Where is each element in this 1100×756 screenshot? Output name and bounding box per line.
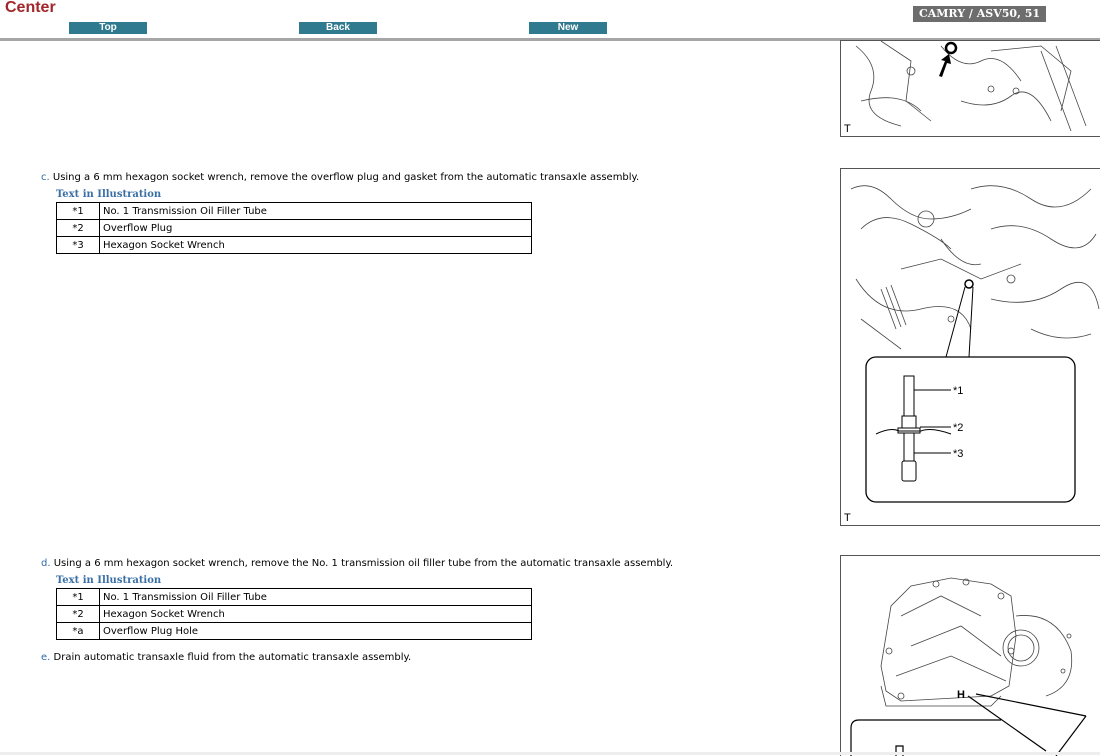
table-row <box>57 589 532 606</box>
figure-top <box>840 40 1100 137</box>
step-letter: e. <box>41 652 51 663</box>
figure-mark: T <box>844 123 851 135</box>
legend-value: No. 1 Transmission Oil Filler Tube <box>100 203 532 220</box>
arrow-icon <box>939 54 951 77</box>
callout-2: *2 <box>953 422 964 434</box>
legend-key: *2 <box>57 606 100 623</box>
overflow-plug-marker <box>946 43 956 53</box>
legend-key: *1 <box>57 589 100 606</box>
step-d <box>41 558 673 569</box>
top-button[interactable]: Top <box>69 22 147 34</box>
legend-key: *1 <box>57 203 100 220</box>
legend-key: *2 <box>57 220 100 237</box>
text-in-illustration-heading: Text in Illustration <box>56 189 162 200</box>
new-button[interactable]: New <box>529 22 607 34</box>
step-e <box>41 652 411 663</box>
figure-mark: T <box>844 512 851 524</box>
step-text: Using a 6 mm hexagon socket wrench, remove the No. 1 transmission oil filler tube from the automatic transaxle assembly. <box>53 558 674 569</box>
step-c <box>41 172 639 183</box>
model-badge: CAMRY / ASV50, 51 <box>913 6 1046 22</box>
legend-value: Overflow Plug Hole <box>100 623 532 640</box>
figure-mark-h: H <box>957 689 965 701</box>
step-letter: c. <box>41 172 50 183</box>
legend-value: Hexagon Socket Wrench <box>100 237 532 254</box>
figure-top-illustration <box>841 41 1100 136</box>
callout-3: *3 <box>953 448 964 460</box>
legend-value: Overflow Plug <box>100 220 532 237</box>
callout-1: *1 <box>953 385 964 397</box>
detail-inset <box>866 357 1075 502</box>
figure-c <box>840 168 1100 526</box>
legend-key: *3 <box>57 237 100 254</box>
legend-value: No. 1 Transmission Oil Filler Tube <box>100 589 532 606</box>
step-letter: d. <box>41 558 51 569</box>
legend-key: *a <box>57 623 100 640</box>
legend-table-d <box>56 588 532 640</box>
figure-d-illustration <box>841 556 1100 756</box>
overflow-plug-marker <box>965 280 973 288</box>
table-row <box>57 237 532 254</box>
step-text: Drain automatic transaxle fluid from the automatic transaxle assembly. <box>53 652 412 663</box>
legend-value: Hexagon Socket Wrench <box>100 606 532 623</box>
table-row <box>57 203 532 220</box>
table-row <box>57 606 532 623</box>
header-bar <box>0 0 1100 38</box>
table-row <box>57 623 532 640</box>
brand-title: Center <box>5 0 56 16</box>
step-text: Using a 6 mm hexagon socket wrench, remove the overflow plug and gasket from the automatic transaxle assembly. <box>52 172 640 183</box>
table-row <box>57 220 532 237</box>
figure-c-illustration <box>841 169 1100 525</box>
figure-d <box>840 555 1100 756</box>
back-button[interactable]: Back <box>299 22 377 34</box>
text-in-illustration-heading: Text in Illustration <box>56 575 162 586</box>
legend-table-c <box>56 202 532 254</box>
